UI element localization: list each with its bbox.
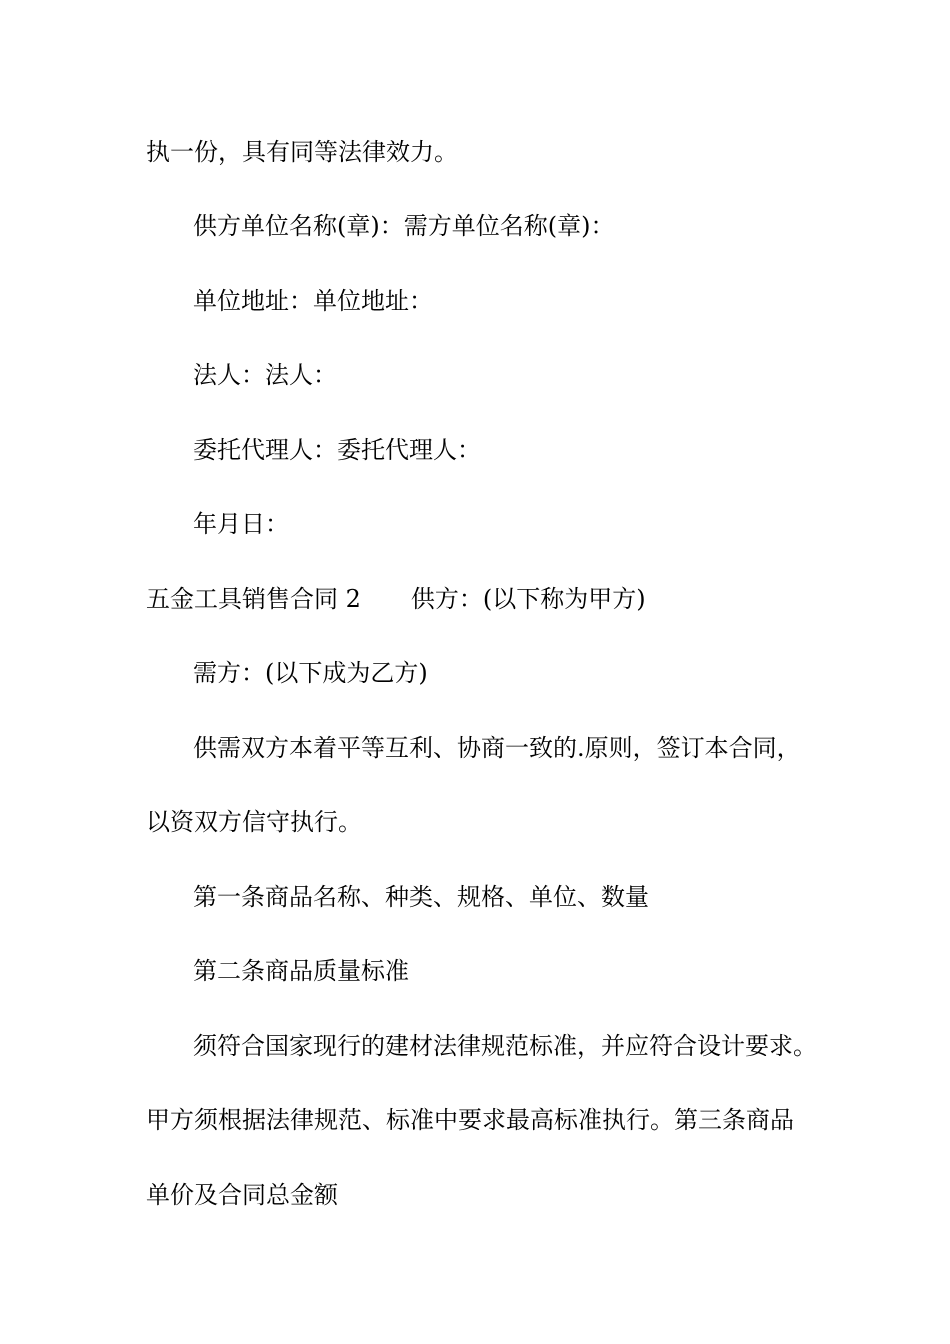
article-two-line: 第二条商品质量标准 bbox=[193, 957, 409, 985]
supplier-party: 供方：(以下称为甲方) bbox=[410, 585, 646, 613]
standard-line-continued: 甲方须根据法律规范、标准中要求最高标准执行。第三条商品 bbox=[146, 1106, 794, 1134]
contract-title: 五金工具销售合同 2 bbox=[146, 585, 361, 613]
standard-line: 须符合国家现行的建材法律规范标准，并应符合设计要求。 bbox=[193, 1032, 817, 1060]
date-line: 年月日： bbox=[193, 510, 289, 538]
paragraph-line-1: 执一份，具有同等法律效力。 bbox=[146, 138, 458, 166]
legal-person-line: 法人：法人： bbox=[193, 361, 337, 389]
contract-title-line bbox=[146, 579, 646, 619]
principle-line-continued: 以资双方信守执行。 bbox=[146, 808, 362, 836]
agent-line: 委托代理人：委托代理人： bbox=[193, 436, 481, 464]
address-line: 单位地址：单位地址： bbox=[193, 287, 433, 315]
article-three-line-continued: 单价及合同总金额 bbox=[146, 1181, 338, 1209]
article-one-line: 第一条商品名称、种类、规格、单位、数量 bbox=[193, 883, 649, 911]
demander-party-line: 需方：(以下成为乙方) bbox=[193, 659, 428, 687]
principle-line: 供需双方本着平等互利、协商一致的.原则，签订本合同， bbox=[193, 734, 801, 762]
supplier-demander-name-line: 供方单位名称(章)：需方单位名称(章)： bbox=[193, 212, 615, 240]
